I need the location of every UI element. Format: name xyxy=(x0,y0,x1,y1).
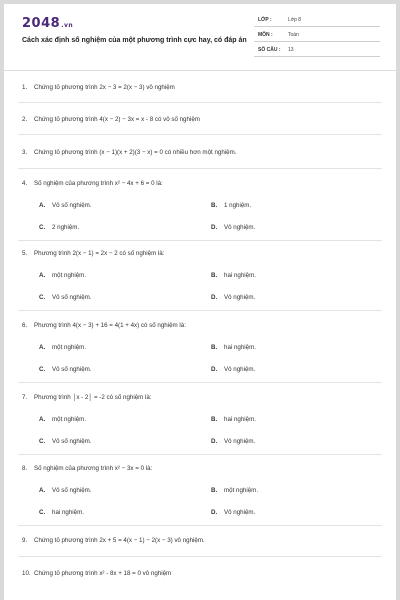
question-text: Phương trình │x - 2│ = -2 có số nghiệm là: xyxy=(34,394,152,401)
meta-value: Lớp 8 xyxy=(288,17,302,23)
question-number: 5. xyxy=(22,250,28,257)
answer-option[interactable] xyxy=(39,224,79,231)
question-text: Phương trình 2(x − 1) = 2x − 2 có số nghiệm là: xyxy=(34,250,165,257)
question-text: Phương trình 4(x − 3) + 16 = 4(1 + 4x) có số nghiệm là: xyxy=(34,322,186,329)
question xyxy=(22,322,186,329)
question xyxy=(22,149,236,156)
question xyxy=(22,84,175,91)
question-text: Số nghiệm của phương trình x² − 3x = 0 là: xyxy=(34,465,153,472)
answer-option[interactable] xyxy=(211,224,255,231)
option-text: hai nghiệm. xyxy=(52,509,84,516)
answer-option[interactable] xyxy=(211,294,255,301)
option-text: Vô số nghiệm. xyxy=(52,487,92,494)
option-letter: C. xyxy=(39,509,46,516)
logo-suffix: .vn xyxy=(61,22,74,29)
worksheet-page xyxy=(4,4,396,600)
answer-option[interactable] xyxy=(39,344,86,351)
option-letter: B. xyxy=(211,344,218,351)
separator xyxy=(18,168,382,169)
question xyxy=(22,537,205,544)
option-text: một nghiệm. xyxy=(52,272,87,279)
meta-value: Toán xyxy=(288,32,299,38)
option-letter: A. xyxy=(39,416,46,423)
question-text: Số nghiệm của phương trình x² − 4x + 6 = 0 là: xyxy=(34,180,163,187)
separator xyxy=(18,525,382,526)
answer-option[interactable] xyxy=(39,294,92,301)
answer-option[interactable] xyxy=(211,487,258,494)
question-number: 7. xyxy=(22,394,28,401)
answer-option[interactable] xyxy=(211,438,255,445)
meta-label: SỐ CÂU : xyxy=(258,47,281,53)
logo-text: 2048 xyxy=(22,16,61,31)
answer-option[interactable] xyxy=(39,416,86,423)
separator xyxy=(18,102,382,103)
option-letter: B. xyxy=(211,487,218,494)
option-text: Vô nghiệm. xyxy=(224,509,256,516)
option-letter: A. xyxy=(39,344,46,351)
site-logo[interactable] xyxy=(22,16,73,31)
separator xyxy=(18,240,382,241)
question-number: 4. xyxy=(22,180,28,187)
option-letter: C. xyxy=(39,294,46,301)
option-text: 2 nghiệm. xyxy=(52,224,80,231)
option-letter: D. xyxy=(211,366,218,373)
question-number: 10. xyxy=(22,570,31,577)
question-number: 6. xyxy=(22,322,28,329)
question xyxy=(22,465,152,472)
question-text: Chứng tỏ phương trình 2x + 5 = 4(x − 1) − 2(x − 3) vô nghiệm. xyxy=(34,537,205,544)
option-letter: C. xyxy=(39,224,46,231)
header-divider xyxy=(4,70,396,71)
option-letter: D. xyxy=(211,224,218,231)
option-text: một nghiệm. xyxy=(224,487,259,494)
meta-subject xyxy=(254,29,380,42)
separator xyxy=(18,310,382,311)
option-text: Vô nghiệm. xyxy=(224,366,256,373)
option-text: Vô nghiệm. xyxy=(224,294,256,301)
option-letter: D. xyxy=(211,294,218,301)
option-letter: A. xyxy=(39,272,46,279)
answer-option[interactable] xyxy=(39,509,84,516)
question-text: Chứng tỏ phương trình (x − 1)(x + 2)(3 − x) = 0 có nhiều hơn một nghiệm. xyxy=(34,149,237,156)
meta-question-count xyxy=(254,44,380,57)
option-text: hai nghiệm. xyxy=(224,416,256,423)
option-letter: C. xyxy=(39,366,46,373)
answer-option[interactable] xyxy=(211,366,255,373)
option-letter: D. xyxy=(211,438,218,445)
question-text: Chứng tỏ phương trình x² - 8x + 18 = 0 vô nghiệm xyxy=(34,570,172,577)
separator xyxy=(18,556,382,557)
option-text: Vô số nghiệm. xyxy=(52,294,92,301)
question-number: 8. xyxy=(22,465,28,472)
option-letter: B. xyxy=(211,202,218,209)
answer-option[interactable] xyxy=(39,487,92,494)
separator xyxy=(18,454,382,455)
header xyxy=(4,4,396,68)
option-text: 1 nghiệm. xyxy=(224,202,252,209)
meta-label: MÔN : xyxy=(258,32,273,38)
option-text: Vô số nghiệm. xyxy=(52,366,92,373)
option-text: một nghiệm. xyxy=(52,416,87,423)
question xyxy=(22,394,152,401)
question-text: Chứng tỏ phương trình 4(x − 2) − 3x = x - 8 có vô số nghiệm xyxy=(34,116,200,123)
question-number: 3. xyxy=(22,149,28,156)
option-text: Vô số nghiệm. xyxy=(52,202,92,209)
question-number: 2. xyxy=(22,116,28,123)
question-number: 9. xyxy=(22,537,28,544)
option-text: Vô nghiệm. xyxy=(224,438,256,445)
option-letter: A. xyxy=(39,202,46,209)
separator xyxy=(18,134,382,135)
question xyxy=(22,250,164,257)
answer-option[interactable] xyxy=(211,509,255,516)
option-letter: B. xyxy=(211,416,218,423)
meta-value: 13 xyxy=(288,47,294,53)
answer-option[interactable] xyxy=(211,344,256,351)
option-text: một nghiệm. xyxy=(52,344,87,351)
option-text: hai nghiệm. xyxy=(224,344,256,351)
option-letter: A. xyxy=(39,487,46,494)
meta-class xyxy=(254,14,380,27)
question-number: 1. xyxy=(22,84,28,91)
page-title: Cách xác định số nghiệm của một phương trình cực hay, có đáp án xyxy=(22,37,247,44)
question xyxy=(22,570,171,577)
answer-option[interactable] xyxy=(211,416,256,423)
separator xyxy=(18,382,382,383)
answer-option[interactable] xyxy=(39,272,86,279)
answer-option[interactable] xyxy=(211,272,256,279)
question xyxy=(22,180,163,187)
question-text: Chứng tỏ phương trình 2x − 3 = 2(x − 3) vô nghiệm xyxy=(34,84,175,91)
answer-option[interactable] xyxy=(211,202,251,209)
answer-option[interactable] xyxy=(39,366,92,373)
meta-label: LỚP : xyxy=(258,17,272,23)
option-letter: C. xyxy=(39,438,46,445)
answer-option[interactable] xyxy=(39,438,92,445)
question xyxy=(22,116,200,123)
option-text: Vô số nghiệm. xyxy=(52,438,92,445)
answer-option[interactable] xyxy=(39,202,92,209)
option-letter: B. xyxy=(211,272,218,279)
option-text: Vô nghiệm. xyxy=(224,224,256,231)
option-letter: D. xyxy=(211,509,218,516)
option-text: hai nghiệm. xyxy=(224,272,256,279)
